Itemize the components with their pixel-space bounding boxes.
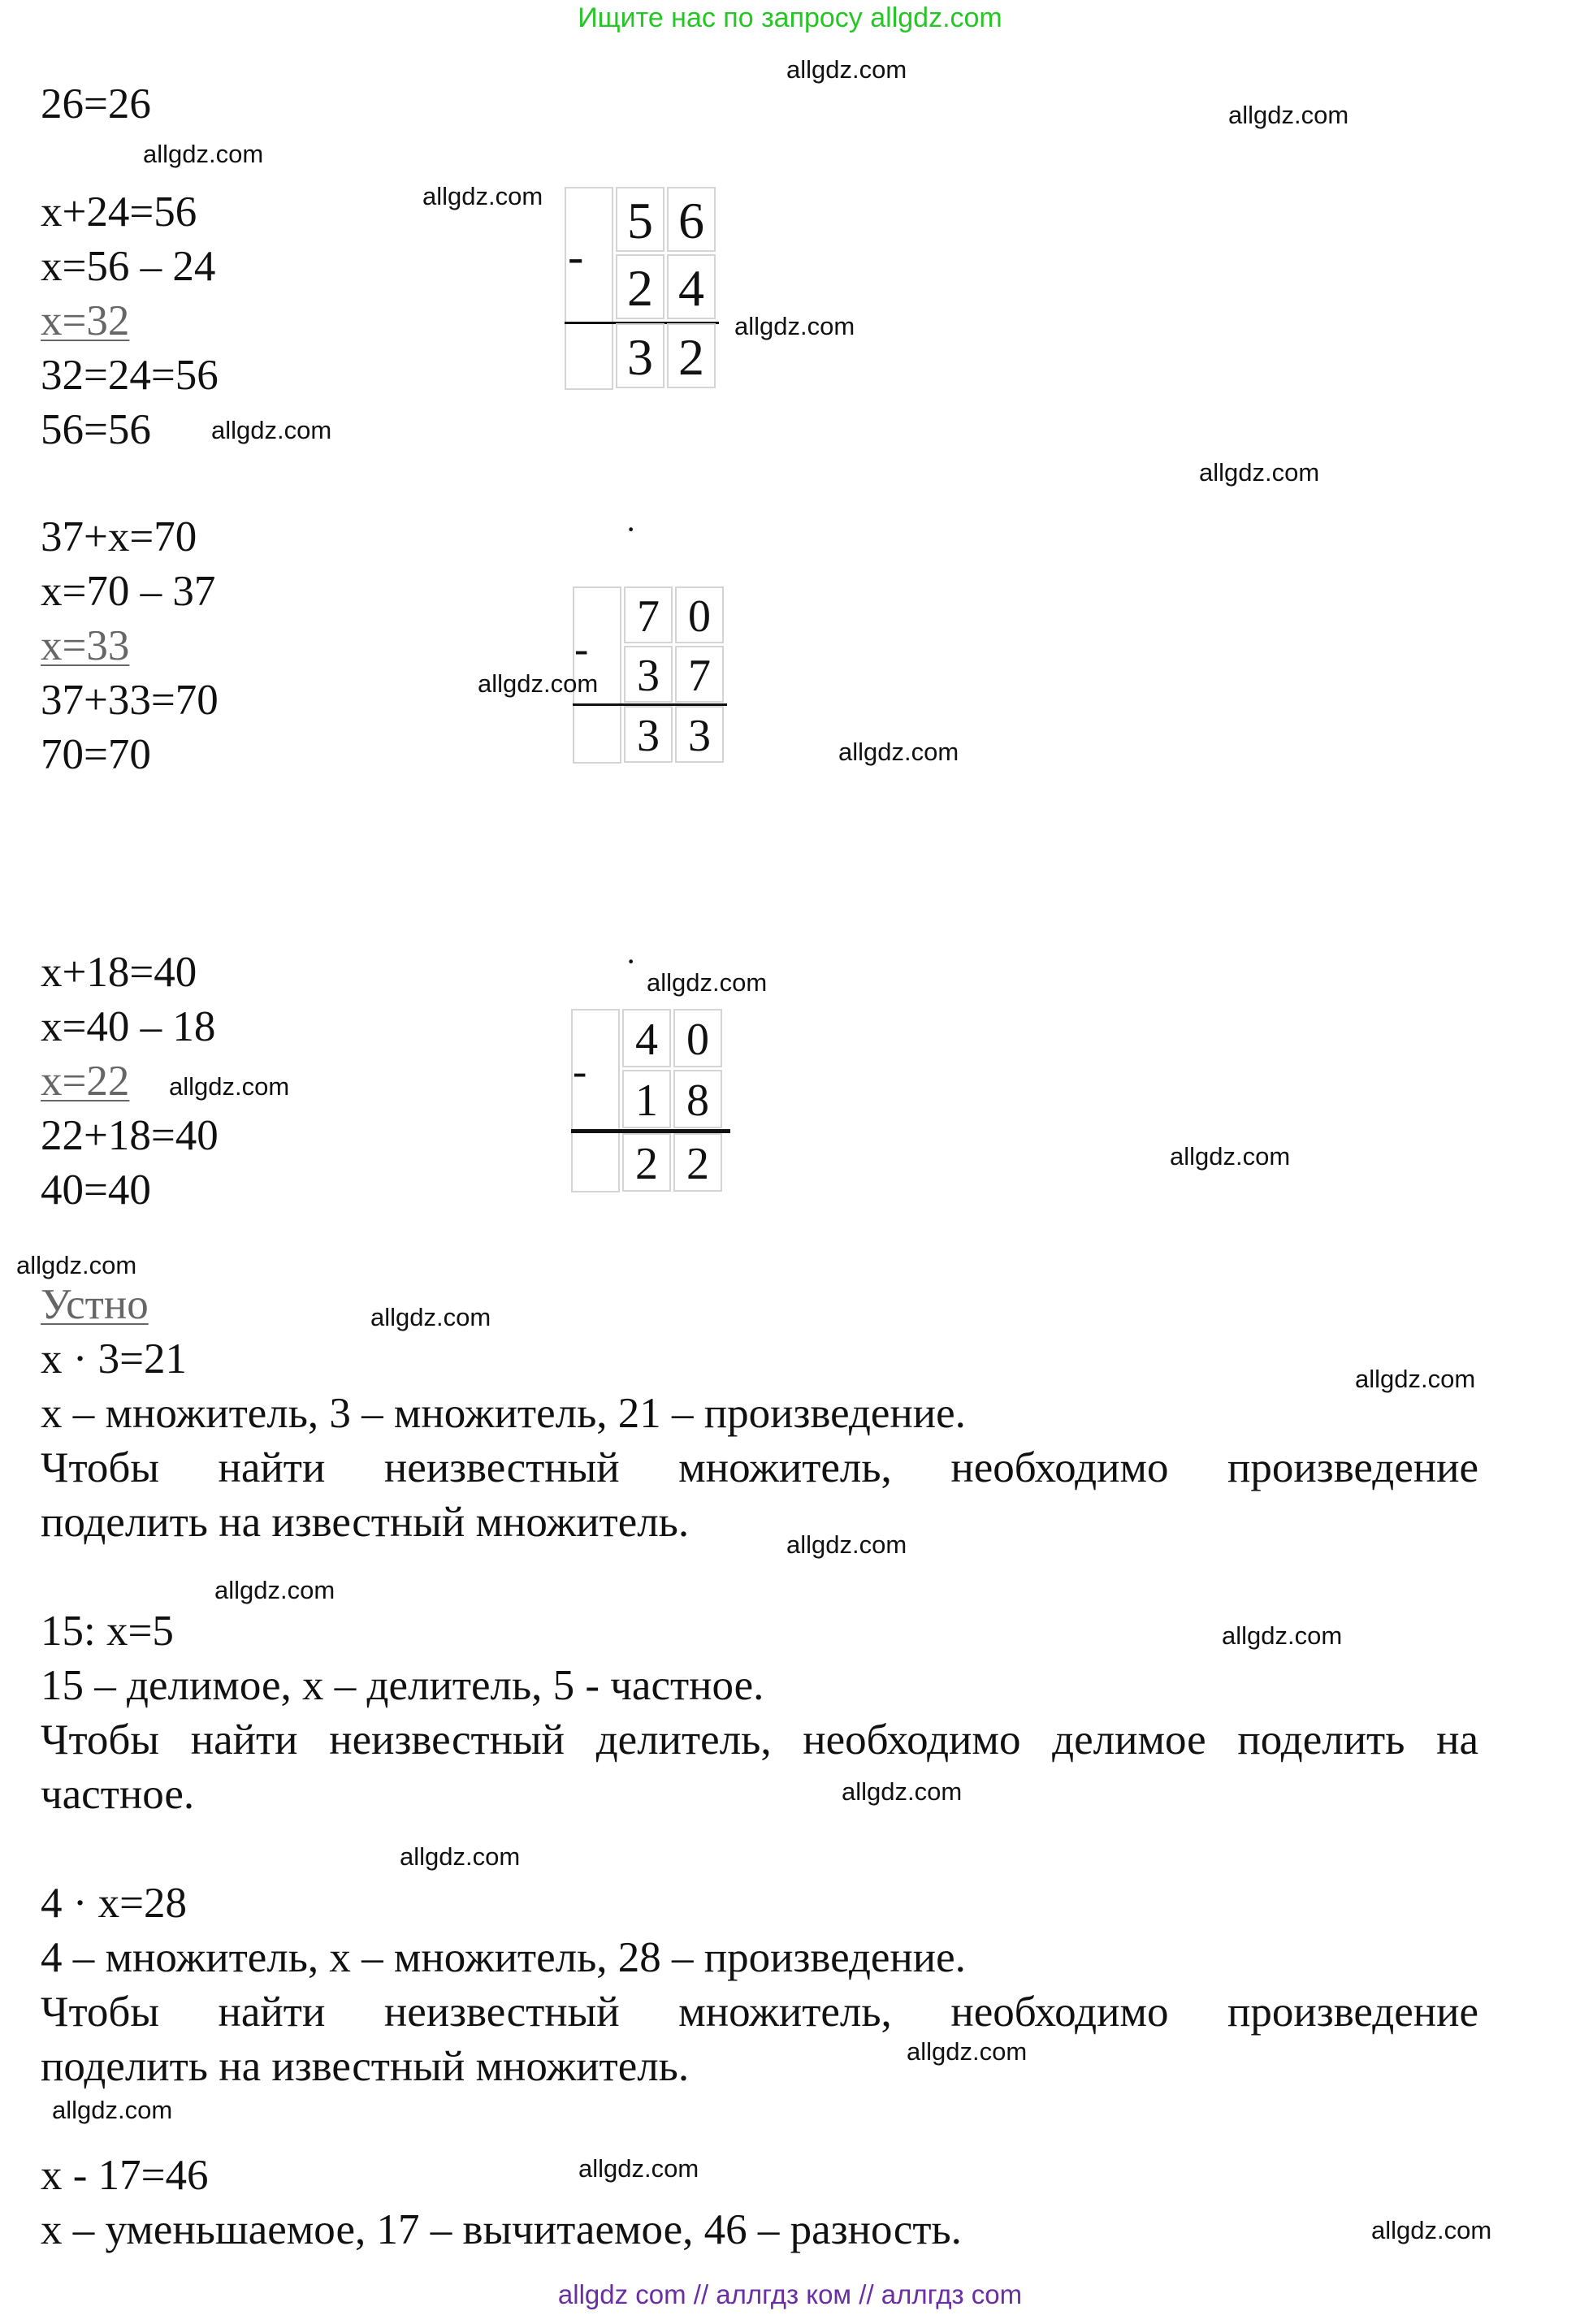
equation-line: x - 17=46 [41, 2152, 209, 2199]
check-result-line: 56=56 [41, 406, 151, 453]
watermark: allgdz.com [1371, 2216, 1492, 2244]
watermark: allgdz.com [786, 1530, 907, 1559]
step-line: x=70 – 37 [41, 568, 216, 615]
check-result-line: 70=70 [41, 731, 151, 778]
watermark: allgdz.com [400, 1842, 521, 1871]
check-line: 37+33=70 [41, 677, 219, 724]
watermark: allgdz.com [647, 968, 768, 997]
equation-line: 15: x=5 [41, 1608, 174, 1655]
digit-cell: 7 [624, 586, 673, 643]
minus-sign: - [568, 230, 584, 283]
operator-cell [571, 1009, 620, 1192]
digit-cell: 0 [673, 1009, 722, 1067]
digit-cell: 1 [622, 1070, 671, 1128]
digit-cell: 7 [675, 646, 724, 703]
watermark: allgdz.com [143, 140, 264, 168]
digit-cell: 4 [667, 254, 716, 319]
digit-cell: 3 [616, 323, 664, 388]
digit-cell: 2 [673, 1133, 722, 1192]
rule-line: Чтобы найти неизвестный множитель, необходимо произведение [41, 1989, 1478, 2036]
watermark: allgdz.com [1170, 1142, 1291, 1171]
equation-line: x+24=56 [41, 188, 197, 236]
digit-cell: 2 [667, 323, 716, 388]
section-heading: Устно [41, 1281, 149, 1328]
equation-line: 37+x=70 [41, 513, 197, 560]
answer-line: x=33 [41, 622, 130, 669]
watermark: allgdz.com [478, 669, 599, 698]
watermark: allgdz.com [1222, 1621, 1343, 1650]
watermark: allgdz.com [16, 1251, 137, 1279]
digit-cell: 2 [616, 254, 664, 319]
watermark: allgdz.com [734, 312, 855, 340]
check-line: 22+18=40 [41, 1112, 219, 1159]
dot-mark: · [626, 511, 637, 547]
digit-cell: 4 [622, 1009, 671, 1067]
watermark: allgdz.com [52, 2096, 173, 2124]
watermark: allgdz.com [422, 182, 543, 210]
digit-cell: 5 [616, 187, 664, 252]
watermark: allgdz.com [786, 55, 907, 84]
watermark: allgdz.com [370, 1303, 491, 1331]
rule-line: Чтобы найти неизвестный множитель, необходимо произведение [41, 1444, 1478, 1491]
check-line: 26=26 [41, 80, 151, 128]
roles-line: x – уменьшаемое, 17 – вычитаемое, 46 – разность. [41, 2206, 962, 2253]
check-result-line: 40=40 [41, 1166, 151, 1214]
rule-line: поделить на известный множитель. [41, 1499, 690, 1546]
roles-line: 4 – множитель, x – множитель, 28 – произведение. [41, 1934, 966, 1981]
watermark: allgdz.com [1355, 1365, 1476, 1393]
equation-line: x+18=40 [41, 949, 197, 996]
digit-cell: 8 [673, 1070, 722, 1128]
watermark: allgdz.com [211, 416, 332, 444]
answer-line: x=22 [41, 1058, 130, 1105]
footer-links[interactable]: allgdz com // аллгдз ком // аллгдз com [557, 2279, 1023, 2309]
step-line: x=40 – 18 [41, 1003, 216, 1050]
rule-line: поделить на известный множитель. [41, 2043, 690, 2090]
digit-cell: 3 [624, 646, 673, 703]
minus-sign: - [573, 1049, 587, 1095]
watermark: allgdz.com [214, 1576, 335, 1604]
roles-line: 15 – делимое, x – делитель, 5 - частное. [41, 1662, 764, 1709]
digit-cell: 6 [667, 187, 716, 252]
minus-sign: - [574, 626, 589, 673]
watermark: allgdz.com [1199, 458, 1320, 487]
dot-mark: · [626, 943, 637, 980]
check-line: 32=24=56 [41, 352, 219, 399]
answer-line: x=32 [41, 297, 130, 344]
equation-line: x · 3=21 [41, 1335, 188, 1383]
digit-cell: 3 [624, 706, 673, 763]
watermark: allgdz.com [169, 1072, 290, 1101]
search-banner[interactable]: Ищите нас по запросу allgdz.com [578, 2, 1002, 33]
rule-line: Чтобы найти неизвестный делитель, необходимо делимое поделить на [41, 1716, 1478, 1764]
rule-line: частное. [41, 1771, 195, 1818]
digit-cell: 2 [622, 1133, 671, 1192]
watermark: allgdz.com [842, 1777, 963, 1806]
digit-cell: 3 [675, 706, 724, 763]
roles-line: x – множитель, 3 – множитель, 21 – произведение. [41, 1390, 966, 1437]
step-line: x=56 – 24 [41, 243, 216, 290]
operator-cell [565, 187, 613, 390]
equation-line: 4 · x=28 [41, 1880, 188, 1927]
watermark: allgdz.com [907, 2037, 1028, 2066]
watermark: allgdz.com [1228, 101, 1349, 129]
watermark: allgdz.com [578, 2154, 699, 2183]
digit-cell: 0 [675, 586, 724, 643]
watermark: allgdz.com [838, 738, 959, 766]
